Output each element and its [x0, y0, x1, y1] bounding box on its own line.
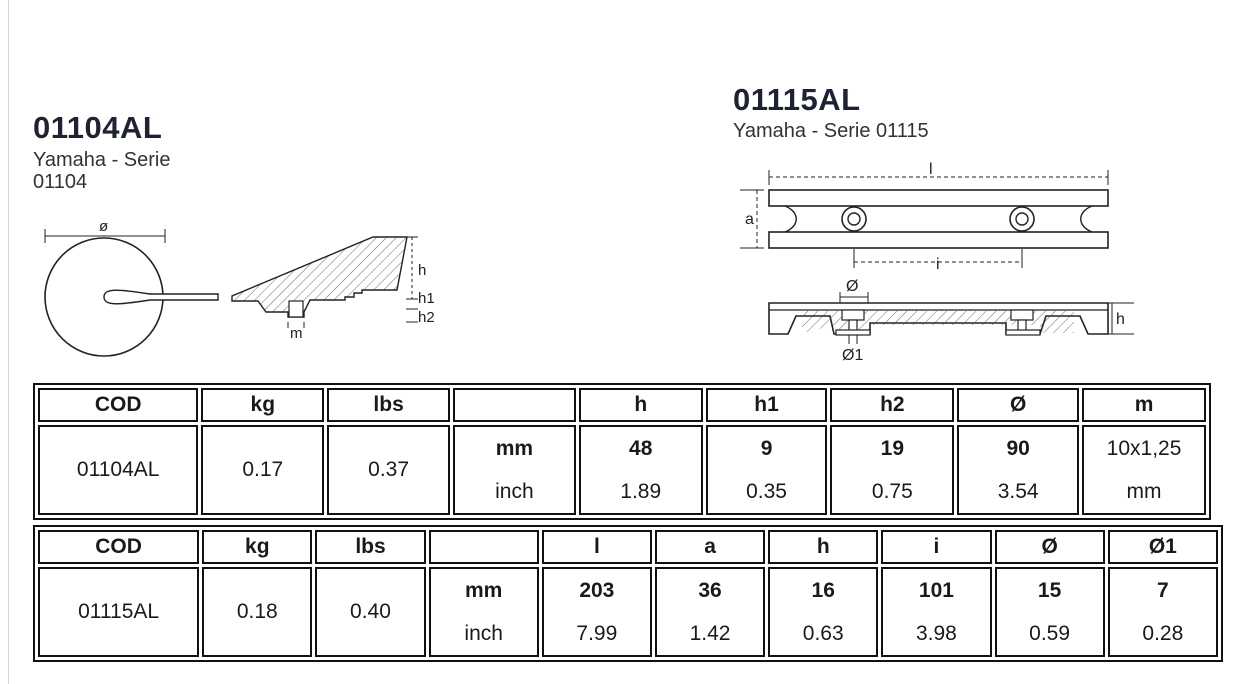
product2-plan-bottom-bar: [769, 232, 1108, 248]
product1-cell-m: [1082, 425, 1206, 515]
product2-cell-cod: 01115AL: [38, 567, 199, 657]
product2-spec-table: [33, 525, 1223, 662]
product2-h-mm: 16: [811, 578, 835, 602]
product2-a-inch: 1.42: [689, 621, 731, 645]
product1-header-m: m: [1082, 388, 1206, 422]
product1-m-unit: mm: [1126, 479, 1162, 503]
product2-diameter1-inch: 0.28: [1142, 621, 1184, 645]
product1-header-h: h: [579, 388, 703, 422]
product2-cell-diameter1: [1108, 567, 1218, 657]
product2-label-i: i: [936, 256, 940, 273]
product2-plan-top-bar: [769, 190, 1108, 206]
product2-header-diameter: Ø: [995, 530, 1105, 564]
product2-label-a: a: [745, 211, 754, 228]
product1-unit-mm: mm: [495, 436, 534, 460]
product1-subtitle-line1: Yamaha - Serie: [33, 149, 171, 171]
product2-header-kg: kg: [202, 530, 312, 564]
product2-cell-kg: 0.18: [202, 567, 312, 657]
product1-h2-inch: 0.75: [871, 479, 913, 503]
product1-cell-kg: 0.17: [201, 425, 324, 515]
product2-table-header-row: [38, 530, 1218, 564]
product1-cell-lbs: 0.37: [327, 425, 450, 515]
product1-label-diameter: ø: [99, 218, 109, 235]
product2-label-l: l: [929, 161, 933, 178]
product2-subtitle: Yamaha - Serie 01115: [733, 120, 929, 142]
product1-unit-inch: inch: [495, 479, 534, 503]
product2-cell-a: [655, 567, 765, 657]
product2-header-a: a: [655, 530, 765, 564]
product1-code-title: 01104AL: [33, 110, 163, 145]
product2-l-inch: 7.99: [576, 621, 618, 645]
product2-label-diameter1: Ø1: [842, 347, 864, 364]
product2-label-h: h: [1116, 311, 1125, 328]
product2-diameter-inch: 0.59: [1029, 621, 1071, 645]
product1-h-inch: 1.89: [620, 479, 662, 503]
product1-header-lbs: lbs: [327, 388, 450, 422]
product1-spec-table: [33, 383, 1211, 520]
product2-cell-h: [768, 567, 878, 657]
product2-cell-diameter: [995, 567, 1105, 657]
product1-label-h2: h2: [418, 309, 435, 326]
product1-diameter-inch: 3.54: [997, 479, 1039, 503]
product2-header-cod: COD: [38, 530, 199, 564]
product1-header-kg: kg: [201, 388, 324, 422]
product2-i-mm: 101: [918, 578, 954, 602]
product2-label-diameter: Ø: [846, 278, 859, 295]
product2-table-data-row: [38, 567, 1218, 657]
product2-i-inch: 3.98: [915, 621, 957, 645]
product1-cell-h: [579, 425, 703, 515]
product1-subtitle-line2: 01104: [33, 171, 88, 193]
product2-header-h: h: [768, 530, 878, 564]
product2-header-i: i: [881, 530, 991, 564]
product2-hole-right-inner: [1016, 213, 1028, 225]
product2-a-mm: 36: [698, 578, 722, 602]
product1-m-value: 10x1,25: [1106, 436, 1182, 460]
product1-header-h1: h1: [706, 388, 828, 422]
product2-unit-inch: inch: [464, 621, 503, 645]
product1-header-cod: COD: [38, 388, 198, 422]
product2-cell-units: [429, 567, 539, 657]
product2-cell-l: [542, 567, 652, 657]
product1-table-header-row: [38, 388, 1206, 422]
product1-cell-cod: 01104AL: [38, 425, 198, 515]
product2-header-diameter1: Ø1: [1108, 530, 1218, 564]
product1-header-unit: [453, 388, 576, 422]
product1-cell-diameter: [957, 425, 1079, 515]
product1-label-h1: h1: [418, 290, 435, 307]
product2-header-unit: [429, 530, 539, 564]
product2-h-inch: 0.63: [802, 621, 844, 645]
product1-cell-h1: [706, 425, 828, 515]
product1-cell-units: [453, 425, 576, 515]
product2-unit-mm: mm: [464, 578, 503, 602]
product2-diameter1-mm: 7: [1157, 578, 1169, 602]
product1-header-h2: h2: [830, 388, 954, 422]
product1-h-mm: 48: [629, 436, 653, 460]
product1-diameter-mm: 90: [1006, 436, 1030, 460]
product2-l-mm: 203: [579, 578, 615, 602]
product2-cell-lbs: 0.40: [315, 567, 425, 657]
product1-h1-mm: 9: [760, 436, 773, 460]
product2-diameter-mm: 15: [1037, 578, 1062, 602]
product2-header-l: l: [542, 530, 652, 564]
product2-cell-i: [881, 567, 991, 657]
product2-hole-left-inner: [848, 213, 860, 225]
product1-header-diameter: Ø: [957, 388, 1079, 422]
product1-label-h: h: [418, 262, 427, 279]
product1-cell-h2: [830, 425, 954, 515]
product2-header-lbs: lbs: [315, 530, 425, 564]
product1-h1-inch: 0.35: [746, 479, 787, 503]
product1-label-m: m: [290, 325, 303, 342]
product1-table-data-row: [38, 425, 1206, 515]
product1-h2-mm: 19: [880, 436, 905, 460]
product2-code-title: 01115AL: [733, 82, 861, 117]
